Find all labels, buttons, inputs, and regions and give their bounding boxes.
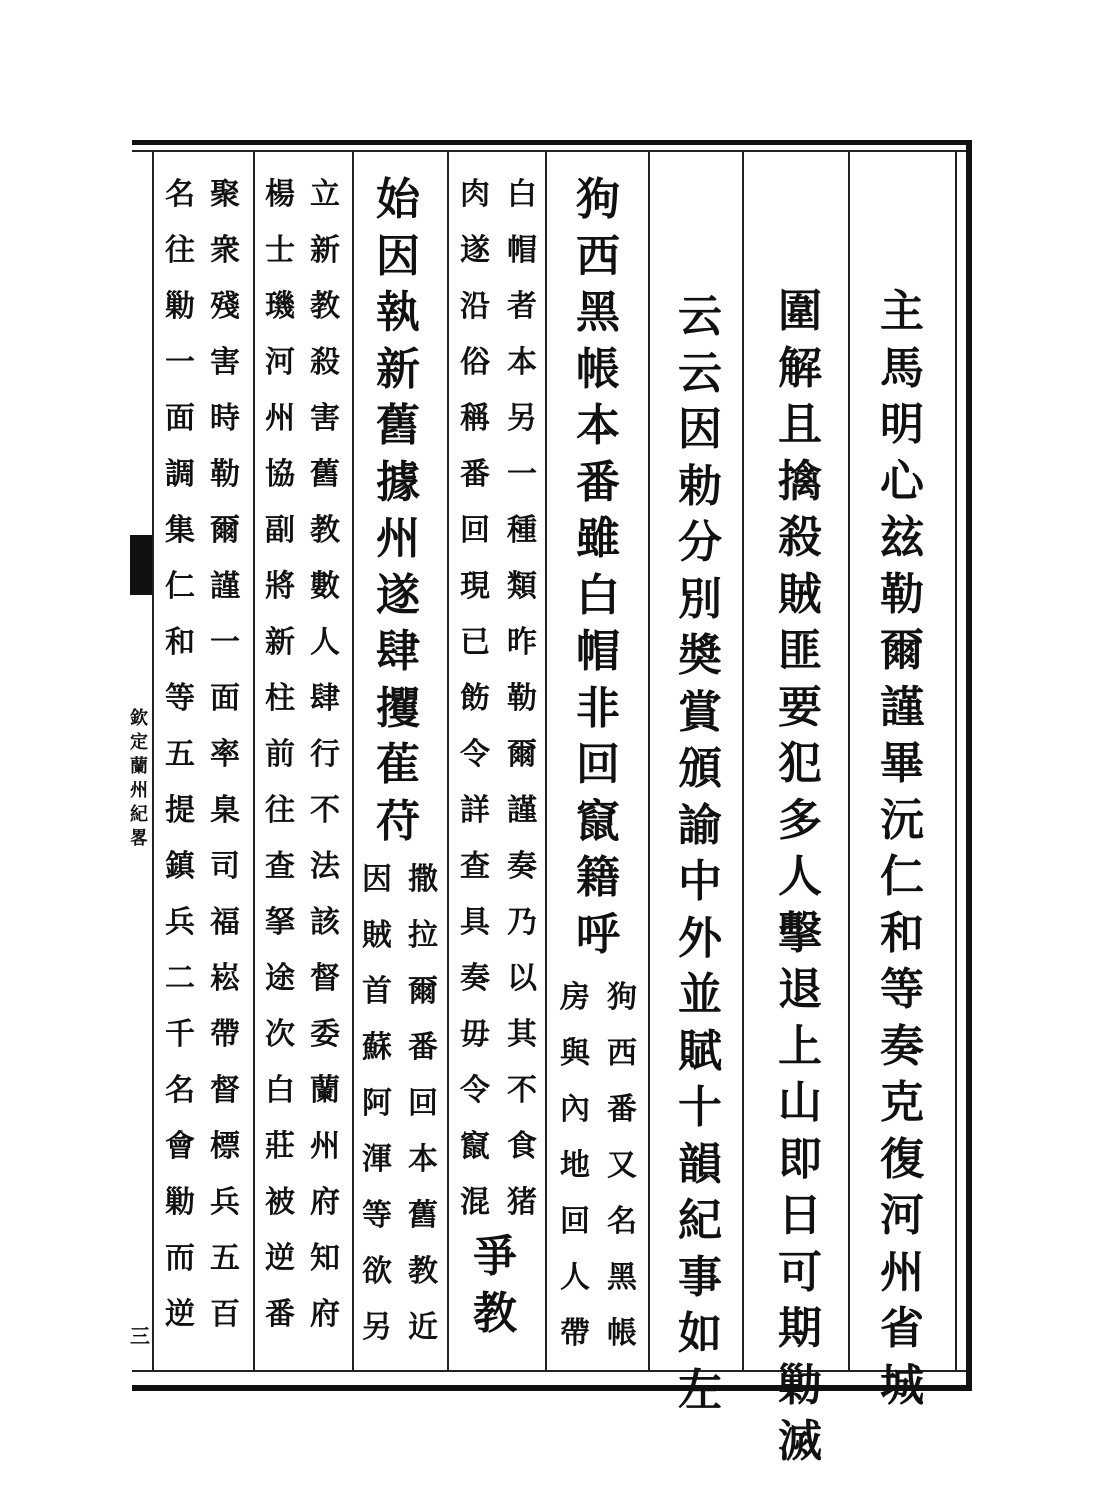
character: 肉 [460,177,490,212]
character: 飭 [460,681,490,716]
column-rule [848,150,850,1370]
text-column-6-tail [465,1231,525,1348]
character: 名 [165,1073,195,1108]
character: 本 [408,1142,438,1177]
fold-title-char: 紀 [130,804,148,825]
character: 肆 [310,681,340,716]
character: 狗 [607,980,637,1015]
character: 又 [607,1148,637,1183]
character: 白 [265,1073,295,1108]
character: 等 [880,964,924,1015]
character: 臬 [210,793,240,828]
character: 賊 [362,918,392,953]
character: 擊 [778,907,822,959]
character: 新 [310,233,340,268]
character: 乃 [507,905,537,940]
character: 地 [560,1148,590,1183]
character: 退 [778,964,822,1015]
character: 混 [460,1185,490,1220]
character: 集 [165,513,195,548]
character: 兵 [210,1185,240,1220]
character: 教 [408,1254,438,1289]
character: 克 [880,1077,924,1128]
character: 舊 [408,1198,438,1233]
character: 害 [210,345,240,380]
character: 並 [678,969,722,1020]
character: 山 [778,1077,822,1128]
character: 云 [678,347,722,399]
character: 紀 [678,1195,722,1246]
character: 復 [880,1133,924,1185]
character: 十 [678,1082,722,1133]
character: 莊 [265,1129,295,1164]
character: 上 [778,1020,822,1072]
character: 具 [460,905,490,940]
character: 一 [507,457,537,492]
character: 別 [678,573,722,625]
character: 等 [165,681,195,716]
column-rule [447,150,449,1370]
character: 逆 [265,1241,295,1276]
character: 奬 [678,630,722,681]
character: 殺 [778,512,822,563]
character: 州 [265,401,295,436]
character: 沿 [460,289,490,324]
character: 圍 [778,286,822,337]
character: 竄 [576,795,620,847]
character: 委 [310,1017,340,1052]
character: 阿 [362,1086,392,1121]
character: 爾 [408,974,438,1009]
character: 率 [210,737,240,772]
character: 勒 [507,681,537,716]
character: 賊 [778,568,822,620]
character: 且 [778,399,822,450]
character: 途 [265,961,295,996]
fold-title-char: 蘭 [130,756,148,777]
fold-title-char: 畧 [130,828,148,849]
character: 狗 [576,174,620,225]
character: 拉 [408,918,438,953]
character: 欲 [362,1254,392,1289]
character: 匪 [778,625,822,676]
character: 毋 [460,1017,490,1052]
character: 查 [460,849,490,884]
character: 內 [560,1092,590,1127]
inner-right-rule [955,150,957,1370]
character: 稱 [460,401,490,436]
character: 猪 [507,1185,537,1220]
annotation-column-5 [502,177,542,1244]
fold-edge-title [130,710,148,854]
character: 中 [678,856,722,907]
character: 謹 [507,793,537,828]
character: 因 [376,230,420,282]
annotation-column-7-left [357,862,397,1369]
character: 回 [408,1086,438,1121]
column-rule [742,150,744,1370]
character: 不 [310,793,340,828]
character: 賞 [678,686,722,738]
character: 西 [576,230,620,282]
character: 頒 [678,743,722,794]
character: 提 [165,793,195,828]
character: 回 [560,1204,590,1239]
character: 逆 [165,1297,195,1332]
character: 時 [210,401,240,436]
character: 畢 [880,738,924,789]
annotation-column-11 [160,177,200,1356]
character: 日 [778,1190,822,1241]
character: 云 [678,291,722,342]
character: 番 [265,1297,295,1332]
character: 新 [376,343,420,395]
character: 教 [310,513,340,548]
character: 行 [310,737,340,772]
character: 仁 [165,569,195,604]
fold-edge [112,140,152,1380]
character: 名 [165,177,195,212]
character: 謹 [210,569,240,604]
character: 五 [165,737,195,772]
annotation-column-8 [305,177,345,1356]
character: 勅 [678,460,722,512]
column-rule [648,150,650,1370]
column-rule [352,150,354,1370]
character: 現 [460,569,490,604]
character: 滅 [778,1416,822,1467]
character: 舊 [310,457,340,492]
character: 帶 [210,1017,240,1052]
text-column-7 [368,174,428,856]
character: 河 [265,345,295,380]
character: 司 [210,849,240,884]
character: 諭 [678,799,722,851]
character: 標 [210,1129,240,1164]
character: 衆 [210,233,240,268]
character: 食 [507,1129,537,1164]
character: 即 [778,1133,822,1185]
character: 教 [310,289,340,324]
character: 因 [678,404,722,455]
column-rule [545,150,547,1370]
text-column-1 [872,286,932,1420]
character: 舊 [376,400,420,451]
character: 奏 [460,961,490,996]
character: 遂 [460,233,490,268]
character: 面 [165,401,195,436]
character: 法 [310,849,340,884]
character: 番 [408,1030,438,1065]
character: 教 [473,1287,517,1339]
character: 詳 [460,793,490,828]
character: 府 [310,1185,340,1220]
character: 者 [507,289,537,324]
character: 河 [880,1190,924,1241]
character: 賦 [678,1025,722,1077]
fish-tail-mark [130,535,152,595]
character: 玆 [880,512,924,563]
character: 外 [678,912,722,964]
annotation-column-10 [205,177,245,1356]
character: 會 [165,1129,195,1164]
character: 州 [880,1246,924,1298]
character: 番 [460,457,490,492]
character: 人 [310,625,340,660]
character: 立 [310,177,340,212]
character: 聚 [210,177,240,212]
annotation-column-6 [455,177,495,1244]
page-border-frame [132,140,972,1391]
character: 奏 [507,849,537,884]
character: 數 [310,569,340,604]
annotation-column-4-left [555,980,595,1375]
character: 勒 [210,457,240,492]
character: 蘭 [310,1073,340,1108]
character: 事 [678,1251,722,1303]
character: 竄 [460,1129,490,1164]
character: 其 [507,1017,537,1052]
character: 與 [560,1036,590,1071]
character: 房 [560,980,590,1015]
character: 期 [778,1303,822,1354]
character: 近 [408,1310,438,1345]
character: 知 [310,1241,340,1276]
character: 主 [880,286,924,337]
text-column-4 [568,174,628,969]
character: 令 [460,1073,490,1108]
character: 回 [460,513,490,548]
character: 昨 [507,625,537,660]
character: 謹 [880,681,924,733]
character: 據 [376,456,420,508]
character: 勒 [880,568,924,620]
character: 勦 [165,289,195,324]
character: 查 [265,849,295,884]
character: 副 [265,513,295,548]
character: 萑 [376,739,420,790]
character: 番 [607,1092,637,1127]
character: 執 [376,287,420,338]
character: 犯 [778,738,822,789]
character: 名 [607,1204,637,1239]
character: 殘 [210,289,240,324]
character: 因 [362,862,392,897]
character: 而 [165,1241,195,1276]
page-number: 三 [130,1324,150,1348]
character: 蘇 [362,1030,392,1065]
character: 璣 [265,289,295,324]
character: 雖 [576,513,620,564]
character: 二 [165,961,195,996]
character: 以 [507,961,537,996]
annotation-column-9 [260,177,300,1356]
character: 肆 [376,626,420,677]
character: 州 [376,513,420,564]
character: 和 [880,907,924,959]
character: 鎮 [165,849,195,884]
character: 仁 [880,851,924,902]
character: 爭 [473,1231,517,1282]
character: 奏 [880,1020,924,1072]
character: 分 [678,517,722,568]
character: 沅 [880,794,924,846]
character: 遂 [376,569,420,621]
character: 解 [778,342,822,394]
character: 番 [576,456,620,508]
character: 士 [265,233,295,268]
text-column-3 [670,291,730,1425]
character: 次 [265,1017,295,1052]
character: 一 [165,345,195,380]
character: 如 [678,1308,722,1359]
character: 州 [310,1129,340,1164]
character: 要 [778,681,822,733]
character: 帽 [507,233,537,268]
character: 韻 [678,1138,722,1190]
character: 和 [165,625,195,660]
character: 可 [778,1246,822,1298]
character: 馬 [880,342,924,394]
character: 白 [507,177,537,212]
character: 人 [560,1260,590,1295]
character: 俗 [460,345,490,380]
character: 非 [576,682,620,734]
character: 令 [460,737,490,772]
character: 多 [778,794,822,846]
fold-title-char: 州 [130,780,148,801]
character: 福 [210,905,240,940]
character: 首 [362,974,392,1009]
character: 殺 [310,345,340,380]
character: 該 [310,905,340,940]
character: 府 [310,1297,340,1332]
character: 省 [880,1303,924,1354]
character: 勦 [778,1359,822,1411]
character: 調 [165,457,195,492]
character: 攫 [376,682,420,734]
character: 黑 [576,287,620,338]
character: 明 [880,399,924,450]
character: 百 [210,1297,240,1332]
character: 已 [460,625,490,660]
column-rule [152,150,154,1370]
character: 兵 [165,905,195,940]
character: 勦 [165,1185,195,1220]
character: 新 [265,625,295,660]
character: 心 [880,455,924,507]
inner-top-rule [132,150,966,152]
character: 崧 [210,961,240,996]
character: 類 [507,569,537,604]
character: 爾 [210,513,240,548]
character: 另 [507,401,537,436]
character: 帳 [607,1316,637,1351]
character: 籍 [576,852,620,903]
character: 帳 [576,343,620,395]
annotation-column-4-right [602,980,642,1375]
character: 另 [362,1310,392,1345]
text-column-2 [770,286,830,1477]
character: 柱 [265,681,295,716]
character: 白 [576,569,620,621]
character: 千 [165,1017,195,1052]
character: 撒 [408,862,438,897]
character: 苻 [376,795,420,847]
character: 黑 [607,1260,637,1295]
character: 本 [576,400,620,451]
character: 擒 [778,455,822,507]
character: 拏 [265,905,295,940]
character: 一 [210,625,240,660]
character: 將 [265,569,295,604]
character: 爾 [507,737,537,772]
character: 不 [507,1073,537,1108]
character: 前 [265,737,295,772]
character: 往 [165,233,195,268]
character: 城 [880,1359,924,1411]
character: 協 [265,457,295,492]
character: 面 [210,681,240,716]
character: 害 [310,401,340,436]
fold-title-char: 欽 [130,708,148,729]
character: 等 [362,1198,392,1233]
character: 被 [265,1185,295,1220]
character: 西 [607,1036,637,1071]
character: 爾 [880,625,924,676]
character: 左 [678,1364,722,1416]
character: 五 [210,1241,240,1276]
character: 帽 [576,626,620,677]
character: 督 [310,961,340,996]
annotation-column-7-right [403,862,443,1369]
character: 往 [265,793,295,828]
inner-bottom-rule [132,1370,966,1372]
fold-title-char: 定 [130,732,148,753]
character: 渾 [362,1142,392,1177]
character: 呼 [576,908,620,960]
character: 本 [507,345,537,380]
character: 楊 [265,177,295,212]
character: 帶 [560,1316,590,1351]
column-rule [253,150,255,1370]
character: 人 [778,851,822,902]
character: 始 [376,174,420,225]
character: 督 [210,1073,240,1108]
character: 種 [507,513,537,548]
character: 回 [576,739,620,790]
